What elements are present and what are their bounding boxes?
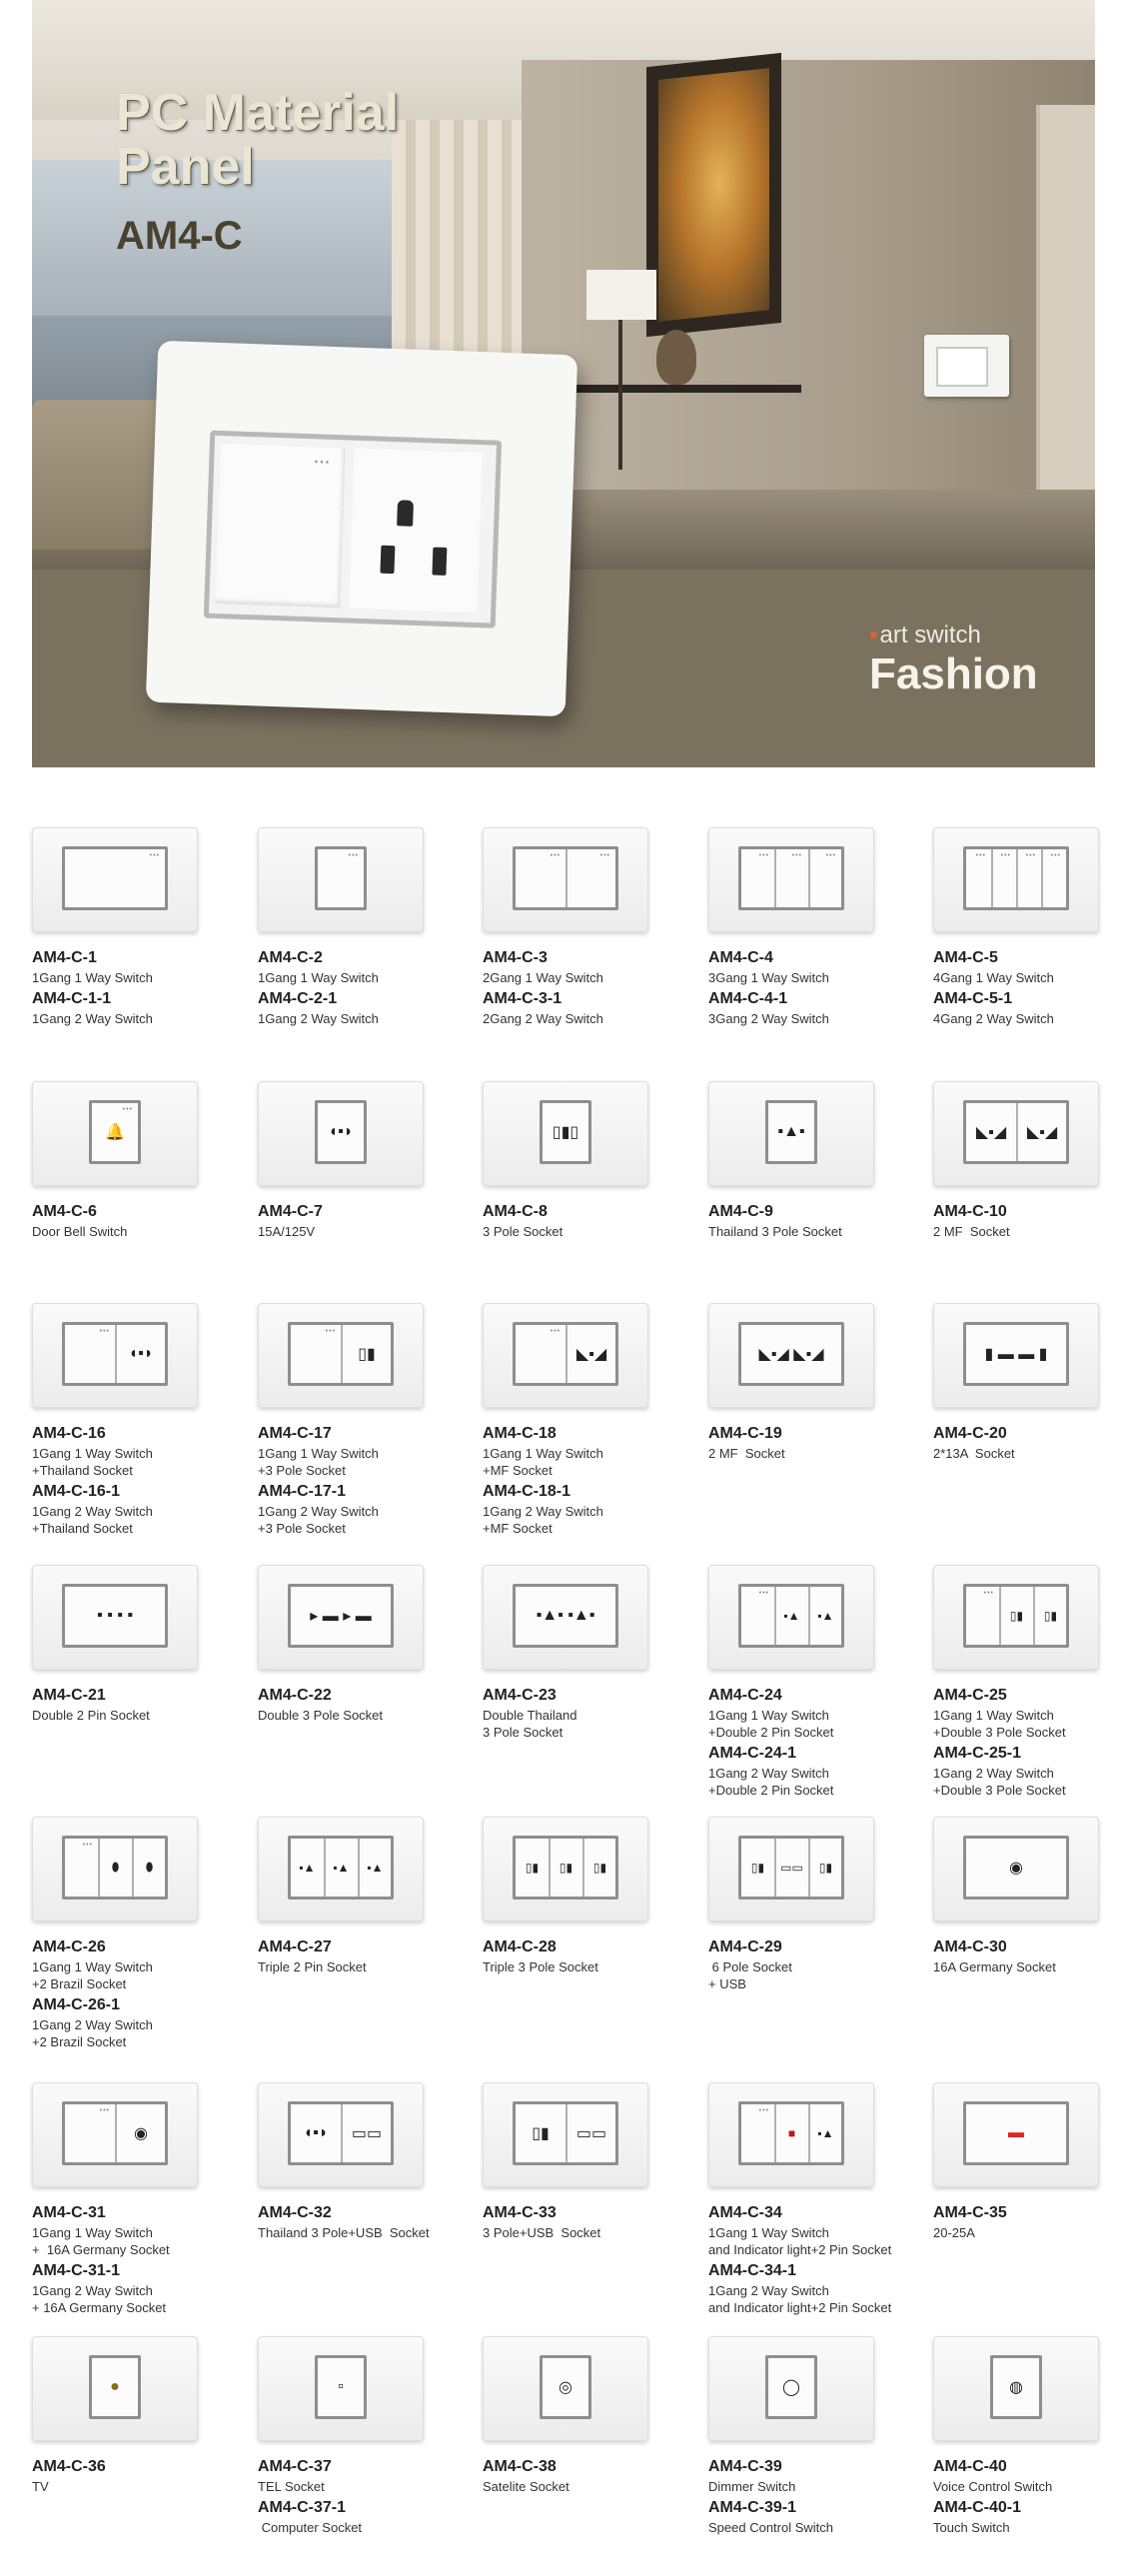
product-code: AM4-C-6 xyxy=(32,1203,97,1220)
product-description: Triple 3 Pole Socket xyxy=(483,1959,598,1974)
lamp-shade xyxy=(586,270,656,320)
plate-frame xyxy=(513,1584,618,1648)
product-code: AM4-C-1 xyxy=(32,949,97,966)
console-table xyxy=(571,385,801,393)
product-item xyxy=(258,2082,472,2322)
socket-module: ▯▮▯ xyxy=(543,1103,588,1161)
plate-frame xyxy=(963,846,1069,910)
switch-key: ••• xyxy=(991,849,1016,907)
product-item xyxy=(32,1817,246,2056)
switch-key: ••• xyxy=(741,849,774,907)
plate-frame xyxy=(963,1584,1069,1648)
socket-module: ▭▭ xyxy=(565,2104,615,2162)
socket-3pole-icon xyxy=(483,1081,648,1186)
product-description: 6 Pole Socket + USB xyxy=(708,1959,792,1991)
product-description: 4Gang 1 Way Switch xyxy=(933,970,1054,985)
socket-module: ◎ xyxy=(543,2358,588,2416)
product-variant-description: 1Gang 2 Way Switch and Indicator light+2 Pin Socket xyxy=(708,2283,892,2315)
socket-module: ▸ ▬ ▸ ▬ xyxy=(291,1587,391,1645)
product-code: AM4-C-4 xyxy=(708,949,773,966)
flower-vase xyxy=(656,330,696,385)
product-variant-code: AM4-C-16-1 xyxy=(32,1483,121,1500)
socket-module: ▪▲ xyxy=(774,1587,807,1645)
product-variant-code: AM4-C-18-1 xyxy=(483,1483,571,1500)
product-description: Double 2 Pin Socket xyxy=(32,1708,150,1723)
plate-frame xyxy=(738,1322,844,1386)
socket-module: ▭▭ xyxy=(774,1839,807,1897)
plate-frame xyxy=(513,2101,618,2165)
big-switch-red-icon xyxy=(933,2082,1099,2187)
product-variant-description: Speed Control Switch xyxy=(708,2520,834,2535)
switch-thai-icon xyxy=(32,1303,198,1408)
socket-module: ◯ xyxy=(768,2358,814,2416)
plate-frame xyxy=(738,846,844,910)
switch-key: ••• xyxy=(565,849,615,907)
socket-module: ◖▪◗ xyxy=(318,1103,364,1161)
hero-banner xyxy=(32,0,1095,767)
plate-frame xyxy=(738,2101,844,2165)
socket-module: ▪▲ xyxy=(358,1839,391,1897)
switch-key: ••• xyxy=(808,849,841,907)
product-code: AM4-C-25 xyxy=(933,1687,1007,1704)
switch-key: ••• xyxy=(65,1325,115,1383)
switch-key: ••• xyxy=(291,1325,341,1383)
product-variant-description: 4Gang 2 Way Switch xyxy=(933,1011,1054,1026)
product-variant-description: 1Gang 2 Way Switch +2 Brazil Socket xyxy=(32,2017,153,2049)
product-variant-description: 1Gang 2 Way Switch +3 Pole Socket xyxy=(258,1504,379,1536)
socket-module: ▯▮ xyxy=(741,1839,774,1897)
socket-module: ▪▲▪ xyxy=(768,1103,814,1161)
three-gang-switch-icon xyxy=(708,827,874,932)
banner-title: PC Material Panel xyxy=(116,84,400,196)
product-item xyxy=(708,1565,922,1805)
plate-frame xyxy=(62,846,168,910)
product-code: AM4-C-10 xyxy=(933,1203,1007,1220)
socket-face xyxy=(349,449,483,613)
product-code: AM4-C-7 xyxy=(258,1203,323,1220)
plate-frame xyxy=(288,1836,394,1900)
product-code: AM4-C-3 xyxy=(483,949,548,966)
product-variant-code: AM4-C-31-1 xyxy=(32,2262,121,2279)
product-code: AM4-C-5 xyxy=(933,949,998,966)
switch-key: ••• 🔔 xyxy=(92,1103,138,1161)
switch-key: ••• xyxy=(741,2104,774,2162)
plate-frame xyxy=(288,1584,394,1648)
socket-module: ◖▪◗ xyxy=(115,1325,165,1383)
product-item xyxy=(708,827,922,1067)
switch-key: ••• xyxy=(65,849,165,907)
product-code: AM4-C-27 xyxy=(258,1938,332,1955)
product-variant-description: 1Gang 2 Way Switch xyxy=(258,1011,379,1026)
socket-module: ◖▪◗ xyxy=(291,2104,341,2162)
product-description: 1Gang 1 Way Switch +MF Socket xyxy=(483,1446,603,1478)
product-item xyxy=(483,2082,696,2322)
product-variant-code: AM4-C-40-1 xyxy=(933,2499,1022,2516)
bell-switch-icon xyxy=(32,1081,198,1186)
socket-germany-icon xyxy=(933,1817,1099,1922)
product-description: 3 Pole+USB Socket xyxy=(483,2225,601,2240)
product-variant-code: AM4-C-37-1 xyxy=(258,2499,347,2516)
product-item xyxy=(933,827,1128,1067)
product-variant-code: AM4-C-17-1 xyxy=(258,1483,347,1500)
switch-key: ••• xyxy=(1016,849,1041,907)
plate-frame xyxy=(315,1100,367,1164)
socket-module: ▫ xyxy=(318,2358,364,2416)
plate-frame xyxy=(765,1100,817,1164)
product-variant-description: 1Gang 2 Way Switch +MF Socket xyxy=(483,1504,603,1536)
brand-name: ▪art switch xyxy=(869,622,981,648)
plate-frame xyxy=(288,1322,394,1386)
plate-frame xyxy=(963,1322,1069,1386)
product-code: AM4-C-35 xyxy=(933,2204,1007,2221)
socket-module: ▯▮ xyxy=(549,1839,581,1897)
socket-double-mf-icon xyxy=(933,1081,1099,1186)
product-description: Double 3 Pole Socket xyxy=(258,1708,384,1723)
wall-socket-plate xyxy=(924,335,1009,397)
socket-module: ▪▲ xyxy=(291,1839,324,1897)
switch-double-2pin-icon xyxy=(708,1565,874,1670)
socket-13a-icon xyxy=(933,1303,1099,1408)
product-item xyxy=(708,1081,922,1321)
product-description: Triple 2 Pin Socket xyxy=(258,1959,367,1974)
dimmer-switch-icon xyxy=(708,2336,874,2441)
plate-frame xyxy=(315,2355,367,2419)
product-description: 2*13A Socket xyxy=(933,1446,1015,1461)
product-item xyxy=(933,1817,1128,2056)
socket-module: ⬮ xyxy=(98,1839,131,1897)
plate-frame xyxy=(89,1100,141,1164)
socket-module: ◣▪◢ ◣▪◢ xyxy=(741,1325,841,1383)
socket-module: ■ xyxy=(774,2104,807,2162)
product-item xyxy=(933,1081,1128,1321)
product-description: 1Gang 1 Way Switch + 16A Germany Socket xyxy=(32,2225,170,2257)
product-variant-code: AM4-C-2-1 xyxy=(258,990,338,1007)
product-item xyxy=(258,827,472,1067)
product-description: 1Gang 1 Way Switch +Thailand Socket xyxy=(32,1446,153,1478)
product-code: AM4-C-29 xyxy=(708,1938,782,1955)
product-description: Double Thailand 3 Pole Socket xyxy=(483,1708,577,1740)
product-variant-code: AM4-C-34-1 xyxy=(708,2262,797,2279)
socket-module: ◣▪◢ xyxy=(966,1103,1016,1161)
socket-module: ▮ ▬ ▬ ▮ xyxy=(966,1325,1066,1383)
socket-module: ◉ xyxy=(115,2104,165,2162)
switch-key: ••• xyxy=(516,849,565,907)
socket-module: ▬ xyxy=(966,2104,1066,2162)
product-description: 1Gang 1 Way Switch +2 Brazil Socket xyxy=(32,1959,153,1991)
product-variant-code: AM4-C-24-1 xyxy=(708,1745,797,1762)
product-code: AM4-C-20 xyxy=(933,1425,1007,1442)
product-code: AM4-C-30 xyxy=(933,1938,1007,1955)
product-variant-description: 1Gang 2 Way Switch +Double 2 Pin Socket xyxy=(708,1766,834,1798)
switch-key: ••• xyxy=(741,1587,774,1645)
switch-germany-icon xyxy=(32,2082,198,2187)
socket-module: ▪ ▪ ▪ ▪ xyxy=(65,1587,165,1645)
two-gang-switch-icon xyxy=(483,827,648,932)
tv-socket-icon xyxy=(32,2336,198,2441)
switch-key: ••• xyxy=(318,849,364,907)
product-item xyxy=(483,1303,696,1543)
product-description: TV xyxy=(32,2479,49,2494)
product-variant-code: AM4-C-1-1 xyxy=(32,990,112,1007)
product-item xyxy=(483,1565,696,1805)
socket-double-3pole-icon xyxy=(258,1565,424,1670)
switch-key: ••• xyxy=(966,849,991,907)
product-code: AM4-C-22 xyxy=(258,1687,332,1704)
product-item xyxy=(32,2336,246,2576)
product-code: AM4-C-21 xyxy=(32,1687,106,1704)
product-description: Voice Control Switch xyxy=(933,2479,1053,2494)
product-code: AM4-C-16 xyxy=(32,1425,106,1442)
plate-frame xyxy=(513,1836,618,1900)
product-variant-description: 1Gang 2 Way Switch +Double 3 Pole Socket xyxy=(933,1766,1066,1798)
thai-usb-icon xyxy=(258,2082,424,2187)
plate-frame xyxy=(89,2355,141,2419)
product-code: AM4-C-2 xyxy=(258,949,323,966)
switch-brazil-icon xyxy=(32,1817,198,1922)
product-description: Dimmer Switch xyxy=(708,2479,796,2494)
socket-2mf-icon xyxy=(708,1303,874,1408)
product-code: AM4-C-17 xyxy=(258,1425,332,1442)
product-code: AM4-C-8 xyxy=(483,1203,548,1220)
socket-thai-icon xyxy=(258,1081,424,1186)
product-code: AM4-C-38 xyxy=(483,2458,557,2475)
switch-key: ••• xyxy=(1041,849,1066,907)
one-gang-small-switch-icon xyxy=(258,827,424,932)
product-description: TEL Socket xyxy=(258,2479,325,2494)
plate-frame xyxy=(513,846,618,910)
socket-module: ◍ xyxy=(993,2358,1039,2416)
product-item xyxy=(933,1303,1128,1543)
voice-switch-icon xyxy=(933,2336,1099,2441)
product-variant-description: 2Gang 2 Way Switch xyxy=(483,1011,603,1026)
product-variant-description: Computer Socket xyxy=(258,2520,363,2535)
one-gang-switch-icon xyxy=(32,827,198,932)
product-description: 2 MF Socket xyxy=(933,1224,1010,1239)
product-variant-code: AM4-C-4-1 xyxy=(708,990,788,1007)
socket-module: ▪▲ xyxy=(808,1587,841,1645)
rocker-switch: ••• xyxy=(215,444,346,608)
lamp-stem xyxy=(618,320,622,470)
product-description: 1Gang 1 Way Switch +Double 2 Pin Socket xyxy=(708,1708,834,1740)
socket-module: ▪▲▪ ▪▲▪ xyxy=(516,1587,615,1645)
satellite-socket-icon xyxy=(483,2336,648,2441)
product-description: 15A/125V xyxy=(258,1224,316,1239)
socket-module: ▭▭ xyxy=(341,2104,391,2162)
plate-frame xyxy=(62,1322,168,1386)
switch-key: ••• xyxy=(966,1587,999,1645)
product-variant-code: AM4-C-25-1 xyxy=(933,1745,1022,1762)
socket-module: ▯▮ xyxy=(516,2104,565,2162)
product-description: Door Bell Switch xyxy=(32,1224,128,1239)
product-item xyxy=(32,827,246,1067)
switch-3pole-icon xyxy=(258,1303,424,1408)
product-code: AM4-C-36 xyxy=(32,2458,106,2475)
product-code: AM4-C-9 xyxy=(708,1203,773,1220)
socket-module: ▯▮ xyxy=(1033,1587,1066,1645)
product-item xyxy=(258,1081,472,1321)
socket-module: ◣▪◢ xyxy=(565,1325,615,1383)
product-item xyxy=(258,1565,472,1805)
plate-frame xyxy=(540,1100,591,1164)
product-description: 1Gang 1 Way Switch xyxy=(32,970,153,985)
plate-frame xyxy=(540,2355,591,2419)
product-description: 1Gang 1 Way Switch +Double 3 Pole Socket xyxy=(933,1708,1066,1740)
socket-module: ◉ xyxy=(966,1839,1066,1897)
product-variant-description: Touch Switch xyxy=(933,2520,1010,2535)
product-item xyxy=(708,1817,922,2056)
socket-module: ▯▮ xyxy=(516,1839,549,1897)
product-item xyxy=(483,2336,696,2576)
switch-key: ••• xyxy=(516,1325,565,1383)
product-code: AM4-C-24 xyxy=(708,1687,782,1704)
plate-frame xyxy=(62,2101,168,2165)
product-item xyxy=(258,1817,472,2056)
product-description: 2 MF Socket xyxy=(708,1446,785,1461)
product-description: 16A Germany Socket xyxy=(933,1959,1056,1974)
product-description: 3 Pole Socket xyxy=(483,1224,564,1239)
product-description: Thailand 3 Pole Socket xyxy=(708,1224,842,1239)
product-description: 1Gang 1 Way Switch xyxy=(258,970,379,985)
product-code: AM4-C-40 xyxy=(933,2458,1007,2475)
plate-frame xyxy=(513,1322,618,1386)
switch-key: ••• xyxy=(774,849,807,907)
pole-usb-icon xyxy=(483,2082,648,2187)
product-code: AM4-C-39 xyxy=(708,2458,782,2475)
product-code: AM4-C-33 xyxy=(483,2204,557,2221)
brand-logo-icon: ▪ xyxy=(869,622,878,648)
wall-painting xyxy=(646,53,781,337)
product-item xyxy=(708,2082,922,2322)
product-variant-code: AM4-C-26-1 xyxy=(32,1996,121,2013)
product-code: AM4-C-37 xyxy=(258,2458,332,2475)
product-description: Satelite Socket xyxy=(483,2479,569,2494)
socket-module: ⬮ xyxy=(132,1839,165,1897)
product-code: AM4-C-18 xyxy=(483,1425,557,1442)
product-variant-description: 1Gang 2 Way Switch xyxy=(32,1011,153,1026)
socket-module: ▪▲ xyxy=(808,2104,841,2162)
plate-frame xyxy=(62,1836,168,1900)
socket-double-thai-icon xyxy=(483,1565,648,1670)
switch-key: ••• xyxy=(65,2104,115,2162)
product-description: 3Gang 1 Way Switch xyxy=(708,970,829,985)
socket-module: ● xyxy=(92,2358,138,2416)
product-item xyxy=(933,1565,1128,1805)
product-code: AM4-C-26 xyxy=(32,1938,106,1955)
product-item xyxy=(483,1817,696,2056)
product-variant-code: AM4-C-3-1 xyxy=(483,990,563,1007)
tel-socket-icon xyxy=(258,2336,424,2441)
plate-frame xyxy=(288,2101,394,2165)
plate-frame xyxy=(963,2101,1069,2165)
product-item xyxy=(708,1303,922,1543)
socket-triple-3pole-icon xyxy=(483,1817,648,1922)
product-item xyxy=(258,1303,472,1543)
product-plate-image xyxy=(146,341,577,716)
product-item xyxy=(483,827,696,1067)
product-variant-code: AM4-C-5-1 xyxy=(933,990,1013,1007)
switch-double-3pole-icon xyxy=(933,1565,1099,1670)
product-variant-description: 3Gang 2 Way Switch xyxy=(708,1011,829,1026)
product-description: 1Gang 1 Way Switch and Indicator light+2 Pin Socket xyxy=(708,2225,892,2257)
product-code: AM4-C-31 xyxy=(32,2204,106,2221)
plate-frame xyxy=(62,1584,168,1648)
four-gang-switch-icon xyxy=(933,827,1099,932)
product-item xyxy=(32,1565,246,1805)
switch-mf-icon xyxy=(483,1303,648,1408)
product-description: Thailand 3 Pole+USB Socket xyxy=(258,2225,430,2240)
product-variant-description: 1Gang 2 Way Switch + 16A Germany Socket xyxy=(32,2283,167,2315)
product-code: AM4-C-34 xyxy=(708,2204,782,2221)
switch-key: ••• xyxy=(65,1839,98,1897)
plate-frame xyxy=(963,1836,1069,1900)
product-item xyxy=(32,1303,246,1543)
product-code: AM4-C-19 xyxy=(708,1425,782,1442)
plate-frame xyxy=(963,1100,1069,1164)
plate-frame xyxy=(738,1836,844,1900)
product-item xyxy=(933,2082,1128,2322)
socket-thai-3pole-icon xyxy=(708,1081,874,1186)
socket-module: ▯▮ xyxy=(808,1839,841,1897)
product-description: 20-25A xyxy=(933,2225,975,2240)
switch-indicator-icon xyxy=(708,2082,874,2187)
banner-tagline: Fashion xyxy=(869,649,1038,698)
socket-module: ▪▲ xyxy=(324,1839,357,1897)
product-code: AM4-C-32 xyxy=(258,2204,332,2221)
plate-frame xyxy=(990,2355,1042,2419)
product-code: AM4-C-23 xyxy=(483,1687,557,1704)
product-item xyxy=(708,2336,922,2576)
product-code: AM4-C-28 xyxy=(483,1938,557,1955)
product-variant-code: AM4-C-39-1 xyxy=(708,2499,797,2516)
product-variant-description: 1Gang 2 Way Switch +Thailand Socket xyxy=(32,1504,153,1536)
socket-module: ▯▮ xyxy=(341,1325,391,1383)
socket-triple-2pin-icon xyxy=(258,1817,424,1922)
plate-frame xyxy=(738,1584,844,1648)
socket-module: ▯▮ xyxy=(582,1839,615,1897)
socket-module: ◣▪◢ xyxy=(1016,1103,1066,1161)
plate-frame xyxy=(765,2355,817,2419)
product-item xyxy=(32,2082,246,2322)
socket-module: ▯▮ xyxy=(999,1587,1032,1645)
product-description: 1Gang 1 Way Switch +3 Pole Socket xyxy=(258,1446,379,1478)
product-item xyxy=(258,2336,472,2576)
banner-model: AM4-C xyxy=(116,214,243,258)
socket-double-2pin-icon xyxy=(32,1565,198,1670)
socket-usb-icon xyxy=(708,1817,874,1922)
product-item xyxy=(933,2336,1128,2576)
product-item xyxy=(483,1081,696,1321)
product-item xyxy=(32,1081,246,1321)
plate-frame xyxy=(315,846,367,910)
product-description: 2Gang 1 Way Switch xyxy=(483,970,603,985)
